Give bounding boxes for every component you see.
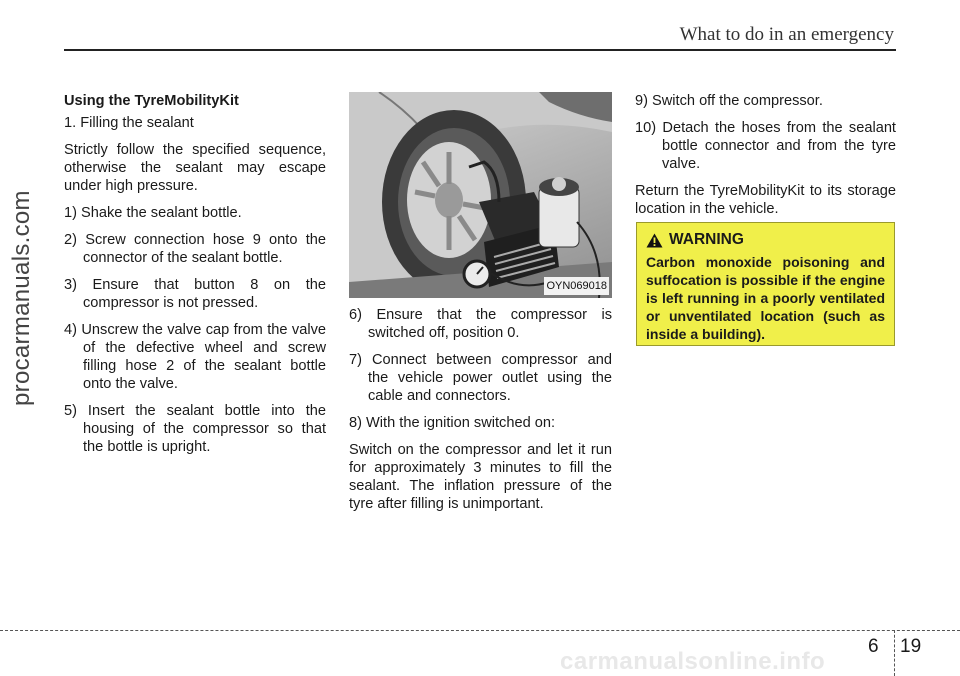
step-1: 1) Shake the sealant bottle.: [64, 205, 242, 221]
step-6: 6) Ensure that the compressor is switched off, position 0.: [349, 307, 612, 341]
column-1: [64, 92, 326, 465]
warning-body: Carbon monoxide poisoning and suffocation is possible if the engine is left running in a poorly ventilated or unventilated location (such as inside a building).: [646, 254, 885, 342]
subheading: 1. Filling the sealant: [64, 115, 194, 131]
warning-box: [636, 222, 895, 346]
bottom-watermark: carmanualsonline.info: [560, 648, 826, 675]
compressor-figure: [349, 92, 612, 298]
compressor-illustration: [349, 92, 612, 298]
figure-code: OYN069018: [544, 277, 609, 295]
warning-triangle-icon: [646, 233, 663, 248]
header-title: What to do in an emergency: [679, 24, 894, 45]
step-8: 8) With the ignition switched on:: [349, 415, 556, 431]
return-paragraph: Return the TyreMobilityKit to its storage location in the vehicle.: [635, 183, 896, 217]
step-10: 10) Detach the hoses from the sealant bottle connector and from the tyre valve.: [635, 120, 896, 172]
section-heading: Using the TyreMobilityKit: [64, 93, 239, 109]
step-9: 9) Switch off the compressor.: [635, 93, 823, 109]
column-3: [635, 92, 896, 227]
step-7: 7) Connect between compressor and the vehicle power outlet using the cable and connectors.: [349, 352, 612, 404]
compressor-paragraph: Switch on the compressor and let it run for approximately 3 minutes to fill the sealant. The inflation pressure of the tyre after filling is unimportant.: [349, 442, 612, 512]
page-number-divider: [894, 630, 895, 676]
step-4: 4) Unscrew the valve cap from the valve of the defective wheel and screw filling hose 2 of the sealant bottle onto the valve.: [64, 322, 326, 392]
warning-header: [646, 231, 885, 249]
section-number: 6: [868, 636, 879, 657]
column-2: [349, 92, 612, 522]
side-watermark: procarmanuals.com: [8, 190, 35, 406]
header-rule: [64, 49, 896, 51]
page-number: 19: [900, 636, 922, 657]
intro-paragraph: Strictly follow the specified sequence, otherwise the sealant may escape under high pressure.: [64, 142, 326, 194]
step-5: 5) Insert the sealant bottle into the housing of the compressor so that the bottle is upright.: [64, 403, 326, 455]
step-2: 2) Screw connection hose 9 onto the connector of the sealant bottle.: [64, 232, 326, 266]
step-3: 3) Ensure that button 8 on the compressor is not pressed.: [64, 277, 326, 311]
warning-title: WARNING: [669, 231, 744, 248]
footer-rule: [0, 630, 960, 631]
